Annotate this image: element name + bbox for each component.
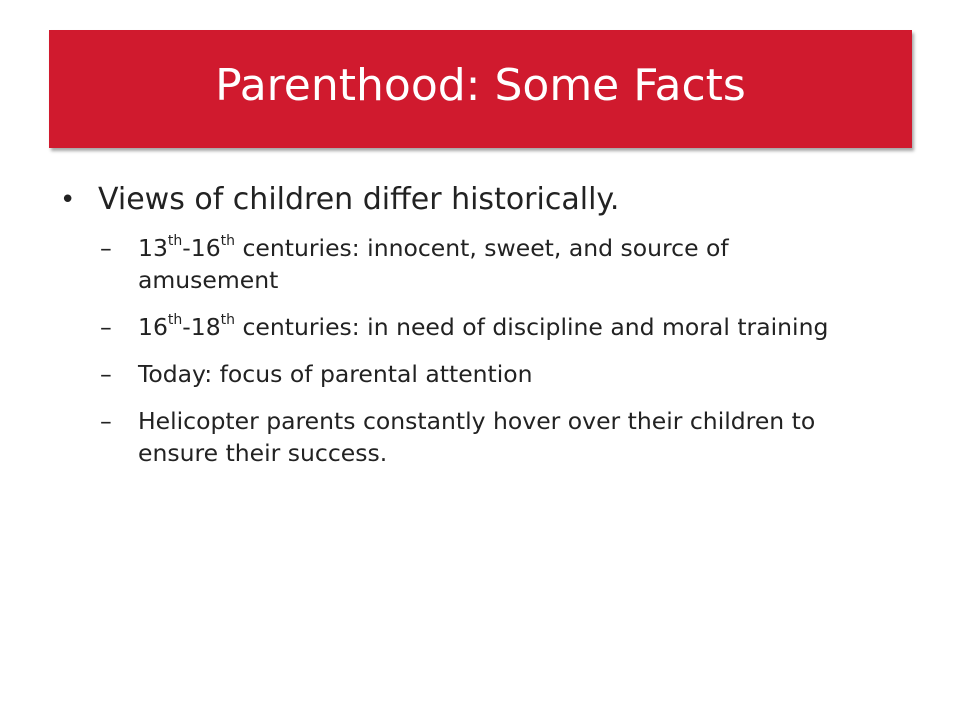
ordinal-suffix: th (220, 312, 236, 329)
range-dash: - (182, 234, 191, 262)
slide-title: Parenthood: Some Facts (215, 60, 746, 111)
subbullet-item-3 (100, 358, 850, 390)
century-end: 16 (190, 234, 221, 262)
century-start: 16 (138, 313, 168, 341)
bullet-item (60, 178, 850, 222)
bullet-text: Views of children differ historically. (98, 182, 620, 217)
subbullet-text: Today: focus of parental attention (138, 360, 533, 388)
dash-marker: – (100, 360, 112, 388)
dash-marker: – (100, 313, 112, 341)
subbullet-text: Helicopter parents constantly hover over their children to ensure their success. (138, 407, 816, 467)
range-dash: - (182, 313, 191, 341)
subbullet-text (138, 311, 850, 343)
subbullet-rest: centuries: innocent, sweet, and source of amusement (138, 234, 729, 294)
century-start: 13 (138, 234, 168, 262)
bullet-marker: • (60, 185, 76, 215)
century-end: 18 (190, 313, 221, 341)
subbullet-item-1 (100, 232, 850, 296)
slide-content (60, 178, 850, 484)
dash-marker: – (100, 407, 112, 435)
ordinal-suffix: th (167, 312, 183, 329)
ordinal-suffix: th (167, 233, 183, 250)
subbullet-item-4 (100, 405, 850, 469)
ordinal-suffix: th (220, 233, 236, 250)
subbullet-text (138, 232, 850, 296)
dash-marker: – (100, 234, 112, 262)
subbullet-rest: centuries: in need of discipline and moral training (235, 313, 829, 341)
subbullet-item-2 (100, 311, 850, 343)
title-bar (49, 30, 912, 148)
